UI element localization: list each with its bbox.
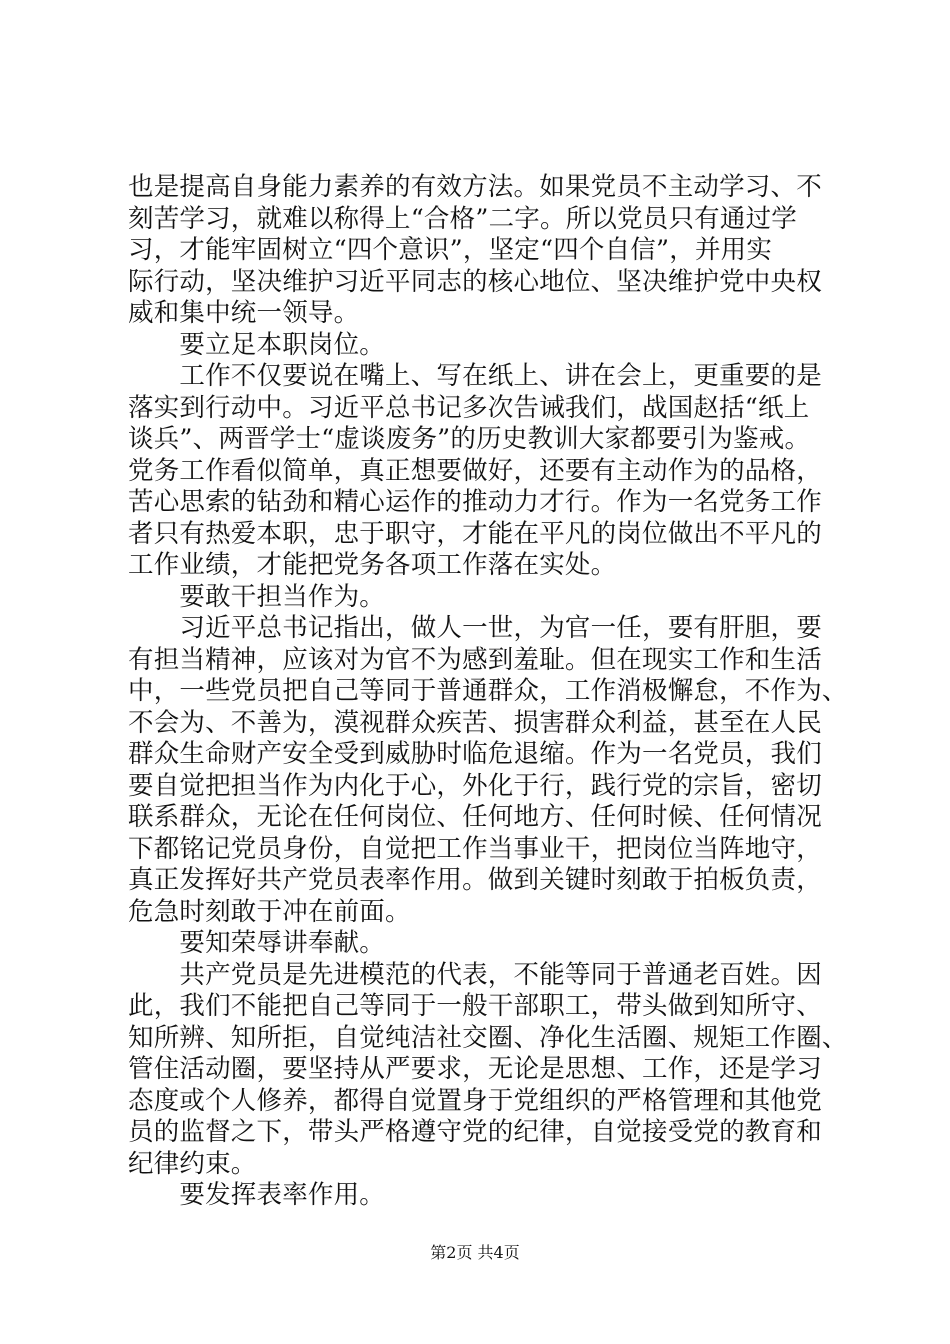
text-line: 工作业绩，才能把党务各项工作落在实处。	[128, 550, 617, 580]
text-line: 联系群众，无论在任何岗位、任何地方、任何时候、任何情况	[128, 802, 822, 832]
section-heading: 要敢干担当作为。	[128, 581, 386, 612]
text-line: 落实到行动中。习近平总书记多次告诫我们，战国赵括“纸上	[128, 392, 810, 423]
text-line: 工作不仅要说在嘴上、写在纸上、讲在会上，更重要的是	[128, 361, 822, 391]
text-line: 威和集中统一领导。	[128, 298, 360, 328]
section-heading: 要发挥表率作用。	[128, 1180, 386, 1210]
section-heading: 要立足本职岗位。	[128, 329, 386, 360]
text-line: 纪律约束。	[128, 1148, 257, 1179]
text-line: 谈兵”、两晋学士“虚谈废务”的历史教训大家都要引为鉴戒。	[128, 424, 811, 454]
text-line: 管住活动圈，要坚持从严要求，无论是思想、工作，还是学习	[128, 1054, 822, 1084]
text-line: 员的监督之下，带头严格遵守党的纪律，自觉接受党的教育和	[128, 1117, 822, 1147]
text-line: 要自觉把担当作为内化于心，外化于行，践行党的宗旨，密切	[128, 770, 822, 801]
text-line: 态度或个人修养，都得自觉置身于党组织的严格管理和其他党	[128, 1085, 822, 1116]
text-line: 刻苦学习，就难以称得上“合格”二字。所以党员只有通过学	[128, 203, 797, 234]
text-line: 知所辨、知所拒，自觉纯洁社交圈、净化生活圈、规矩工作圈、	[128, 1022, 848, 1053]
text-line: 党务工作看似简单，真正想要做好，还要有主动作为的品格，	[128, 455, 822, 486]
text-line: 苦心思索的钻劲和精心运作的推动力才行。作为一名党务工作	[128, 487, 822, 517]
text-line: 中，一些党员把自己等同于普通群众，工作消极懈怠，不作为、	[128, 676, 848, 706]
text-line: 习近平总书记指出，做人一世，为官一任，要有肝胆，要	[128, 613, 822, 643]
page-number-footer: 第2页 共4页	[430, 1243, 520, 1262]
text-line: 际行动，坚决维护习近平同志的核心地位、坚决维护党中央权	[128, 266, 822, 297]
text-line: 危急时刻敢于冲在前面。	[128, 896, 411, 927]
text-line: 群众生命财产安全受到威胁时临危退缩。作为一名党员，我们	[128, 739, 822, 769]
text-line: 下都铭记党员身份，自觉把工作当事业干，把岗位当阵地守，	[128, 833, 822, 864]
text-line: 不会为、不善为，漠视群众疾苦、损害群众利益，甚至在人民	[128, 707, 822, 738]
text-line: 也是提高自身能力素养的有效方法。如果党员不主动学习、不	[128, 172, 822, 202]
text-line: 习，才能牢固树立“四个意识”，坚定“四个自信”，并用实	[128, 235, 773, 265]
text-line: 共产党员是先进模范的代表，不能等同于普通老百姓。因	[128, 959, 822, 990]
text-line: 真正发挥好共产党员表率作用。做到关键时刻敢于拍板负责，	[128, 865, 822, 895]
text-line: 有担当精神，应该对为官不为感到羞耻。但在现实工作和生活	[128, 644, 822, 675]
text-line: 者只有热爱本职，忠于职守，才能在平凡的岗位做出不平凡的	[128, 518, 822, 549]
section-heading: 要知荣辱讲奉献。	[128, 928, 386, 958]
text-line: 此，我们不能把自己等同于一般干部职工，带头做到知所守、	[128, 991, 822, 1021]
document-body	[128, 172, 858, 1212]
